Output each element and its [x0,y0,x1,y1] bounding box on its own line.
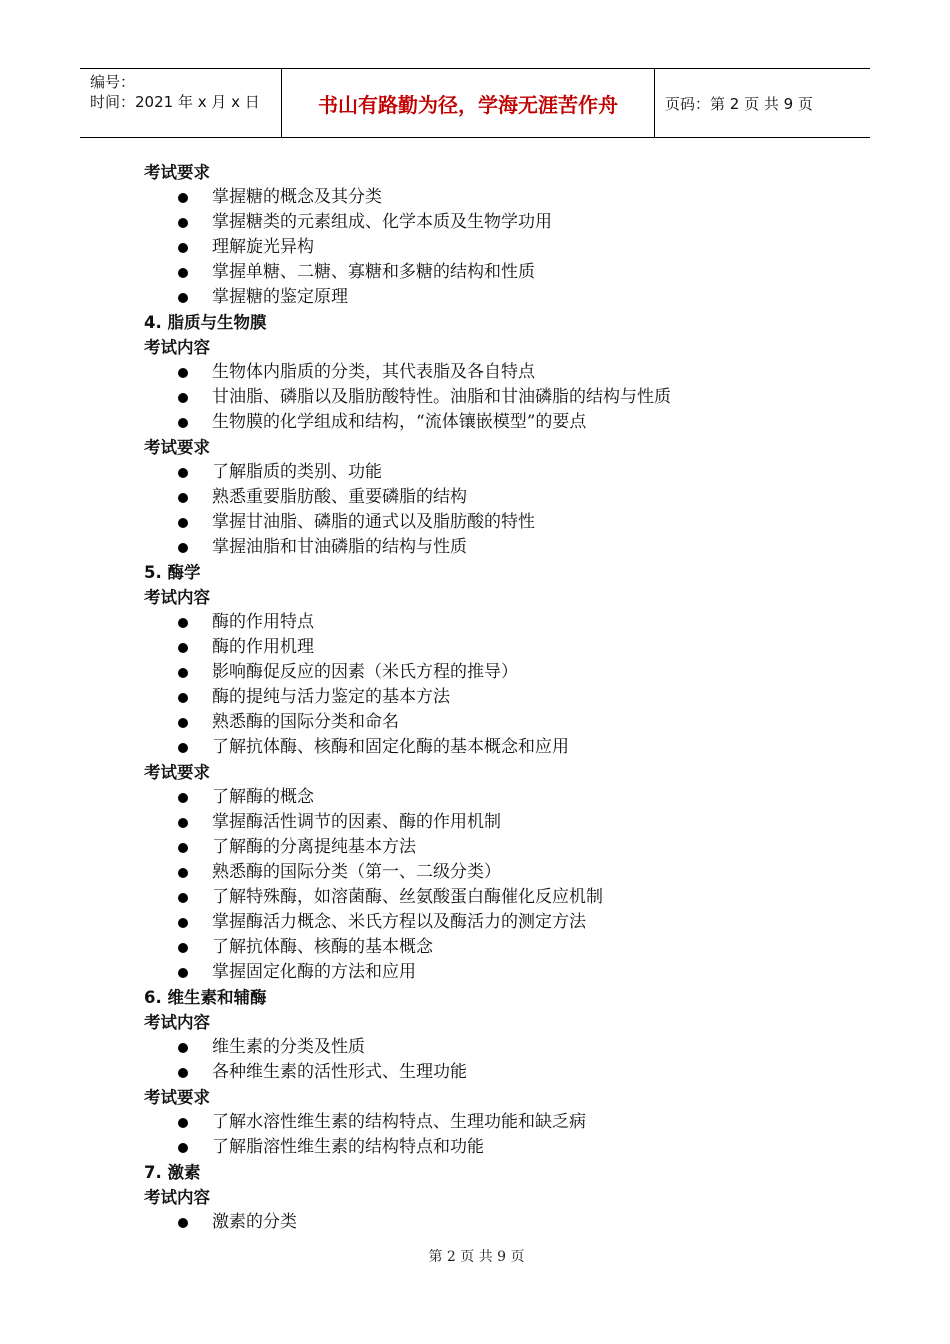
section-heading: 4. 脂质与生物膜 [144,313,267,332]
bullet-text: 酶的作用机理 [212,637,314,657]
bullet-item [144,785,844,810]
document-body [144,160,844,1235]
bullet-text: 了解酶的分离提纯基本方法 [212,837,416,857]
bullet-icon [178,518,188,528]
bullet-item [144,885,844,910]
bullet-item [144,235,844,260]
bullet-item [144,485,844,510]
bullet-icon [178,368,188,378]
bullet-text: 掌握固定化酶的方法和应用 [212,962,416,982]
bullet-icon [178,193,188,203]
bullet-text: 熟悉酶的国际分类和命名 [212,712,399,732]
bullet-item [144,385,844,410]
bullet-icon [178,693,188,703]
bullet-item [144,910,844,935]
bullet-text: 了解抗体酶、核酶的基本概念 [212,937,433,957]
bullet-item [144,635,844,660]
bullet-icon [178,668,188,678]
bullet-text: 影响酶促反应的因素（米氏方程的推导） [212,662,518,682]
section-heading: 考试内容 [144,338,210,357]
bullet-icon [178,868,188,878]
bullet-item [144,960,844,985]
bullet-icon [178,543,188,553]
bullet-text: 生物体内脂质的分类，其代表脂及各自特点 [212,362,535,382]
bullet-icon [178,843,188,853]
bullet-text: 掌握酶活力概念、米氏方程以及酶活力的测定方法 [212,912,586,932]
section-heading: 5. 酶学 [144,563,201,582]
section-heading: 考试内容 [144,1188,210,1207]
bullet-text: 掌握油脂和甘油磷脂的结构与性质 [212,537,467,557]
bullet-text: 激素的分类 [212,1212,297,1232]
bullet-icon [178,243,188,253]
bullet-icon [178,268,188,278]
section-heading: 考试内容 [144,588,210,607]
bullet-icon [178,743,188,753]
header-info [80,69,282,137]
bullet-icon [178,1218,188,1228]
bullet-icon [178,1043,188,1053]
bullet-icon [178,1118,188,1128]
bullet-icon [178,218,188,228]
bullet-text: 熟悉酶的国际分类（第一、二级分类） [212,862,501,882]
bullet-item [144,210,844,235]
bullet-icon [178,643,188,653]
bullet-text: 甘油脂、磷脂以及脂肪酸特性。油脂和甘油磷脂的结构与性质 [212,387,671,407]
bullet-text: 掌握酶活性调节的因素、酶的作用机制 [212,812,501,832]
bullet-item [144,860,844,885]
bullet-item [144,285,844,310]
bullet-icon [178,943,188,953]
bullet-icon [178,1143,188,1153]
bullet-item [144,710,844,735]
bullet-text: 了解抗体酶、核酶和固定化酶的基本概念和应用 [212,737,569,757]
bullet-item [144,1110,844,1135]
bullet-item [144,660,844,685]
bullet-text: 掌握糖的概念及其分类 [212,187,382,207]
bullet-item [144,510,844,535]
section-heading: 考试要求 [144,763,210,782]
bullet-text: 掌握甘油脂、磷脂的通式以及脂肪酸的特性 [212,512,535,532]
page-header [80,68,870,138]
bullet-text: 掌握糖类的元素组成、化学本质及生物学功用 [212,212,552,232]
bullet-icon [178,793,188,803]
bullet-icon [178,493,188,503]
bullet-icon [178,468,188,478]
bullet-icon [178,1068,188,1078]
bullet-item [144,1210,844,1235]
document-number-label: 编号： [90,73,136,91]
bullet-text: 熟悉重要脂肪酸、重要磷脂的结构 [212,487,467,507]
bullet-item [144,460,844,485]
section-heading: 考试要求 [144,1088,210,1107]
bullet-item [144,1035,844,1060]
section-heading: 6. 维生素和辅酶 [144,988,267,1007]
bullet-text: 生物膜的化学组成和结构，“流体镶嵌模型”的要点 [212,412,587,432]
section-heading: 考试要求 [144,163,210,182]
bullet-icon [178,918,188,928]
bullet-item [144,360,844,385]
bullet-text: 酶的作用特点 [212,612,314,632]
bullet-icon [178,893,188,903]
bullet-text: 了解脂溶性维生素的结构特点和功能 [212,1137,484,1157]
bullet-icon [178,718,188,728]
bullet-text: 掌握单糖、二糖、寡糖和多糖的结构和性质 [212,262,535,282]
bullet-item [144,185,844,210]
bullet-item [144,735,844,760]
bullet-text: 了解特殊酶，如溶菌酶、丝氨酸蛋白酶催化反应机制 [212,887,603,907]
bullet-item [144,1135,844,1160]
section-heading: 7. 激素 [144,1163,201,1182]
bullet-item [144,535,844,560]
section-heading: 考试内容 [144,1013,210,1032]
bullet-item [144,1060,844,1085]
bullet-icon [178,393,188,403]
bullet-item [144,685,844,710]
bullet-item [144,810,844,835]
bullet-item [144,835,844,860]
section-heading: 考试要求 [144,438,210,457]
bullet-text: 了解脂质的类别、功能 [212,462,382,482]
page-footer: 第 2 页 共 9 页 [428,1249,525,1265]
bullet-item [144,610,844,635]
bullet-text: 了解水溶性维生素的结构特点、生理功能和缺乏病 [212,1112,586,1132]
bullet-item [144,410,844,435]
bullet-text: 理解旋光异构 [212,237,314,257]
bullet-text: 维生素的分类及性质 [212,1037,365,1057]
bullet-icon [178,818,188,828]
header-motto: 书山有路勤为径，学海无涯苦作舟 [282,69,655,137]
bullet-text: 酶的提纯与活力鉴定的基本方法 [212,687,450,707]
header-page-number: 页码：第 2 页 共 9 页 [665,94,813,113]
bullet-text: 掌握糖的鉴定原理 [212,287,348,307]
document-date: 时间：2021 年 x 月 x 日 [90,93,260,111]
bullet-item [144,935,844,960]
bullet-icon [178,293,188,303]
bullet-item [144,260,844,285]
bullet-icon [178,618,188,628]
bullet-icon [178,418,188,428]
bullet-text: 了解酶的概念 [212,787,314,807]
bullet-icon [178,968,188,978]
bullet-text: 各种维生素的活性形式、生理功能 [212,1062,467,1082]
